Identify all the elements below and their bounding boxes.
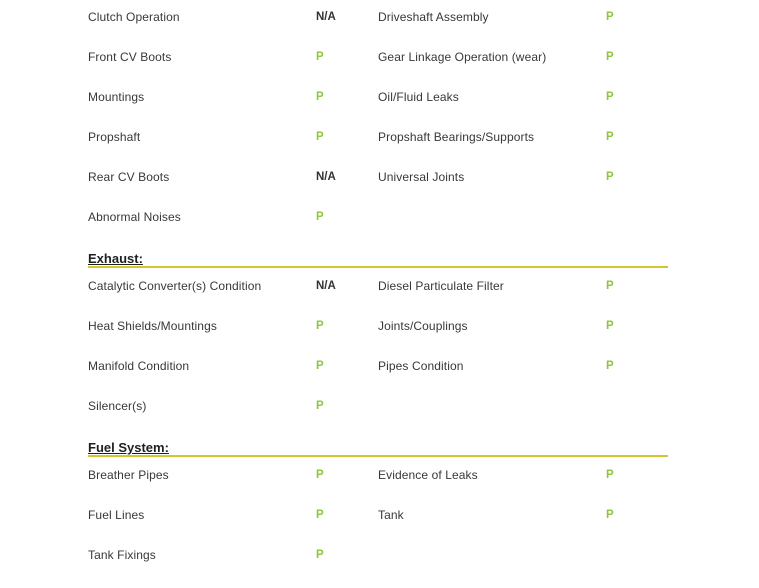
status-value: P (606, 360, 614, 372)
item-label: Gear Linkage Operation (wear) (378, 50, 547, 64)
item-label: Pipes Condition (378, 359, 464, 373)
status-value: N/A (316, 280, 336, 292)
status-value: P (606, 320, 614, 332)
item-label: Heat Shields/Mountings (88, 319, 217, 333)
status-value: P (316, 509, 324, 521)
status-value: P (316, 131, 324, 143)
section-fuel-system (88, 439, 668, 588)
item-label: Propshaft Bearings/Supports (378, 130, 535, 144)
status-value: P (316, 91, 324, 103)
section-heading: Fuel System: (88, 440, 169, 455)
item-label: Tank Fixings (88, 548, 156, 562)
item-label: Catalytic Converter(s) Condition (88, 279, 262, 293)
check-row (88, 279, 668, 319)
item-label: Driveshaft Assembly (378, 10, 489, 24)
status-value: P (316, 549, 324, 561)
check-row (88, 10, 668, 50)
item-label: Universal Joints (378, 170, 465, 184)
check-row (88, 319, 668, 359)
section-exhaust (88, 250, 668, 439)
item-label: Clutch Operation (88, 10, 180, 24)
status-value: P (606, 469, 614, 481)
status-value: P (316, 51, 324, 63)
check-row (88, 548, 668, 588)
status-value: N/A (316, 171, 336, 183)
check-row (88, 170, 668, 210)
item-label: Silencer(s) (88, 399, 147, 413)
item-label: Abnormal Noises (88, 210, 181, 224)
check-row (88, 210, 668, 250)
section-transmission-continued (88, 10, 668, 250)
check-row (88, 90, 668, 130)
status-value: P (606, 280, 614, 292)
status-value: P (606, 131, 614, 143)
status-value: P (316, 360, 324, 372)
section-heading: Exhaust: (88, 251, 143, 266)
item-label: Propshaft (88, 130, 141, 144)
item-label: Fuel Lines (88, 508, 145, 522)
status-value: P (316, 320, 324, 332)
status-value: P (606, 11, 614, 23)
status-value: P (606, 509, 614, 521)
status-value: N/A (316, 11, 336, 23)
item-label: Rear CV Boots (88, 170, 170, 184)
item-label: Breather Pipes (88, 468, 169, 482)
item-label: Front CV Boots (88, 50, 172, 64)
item-label: Mountings (88, 90, 145, 104)
item-label: Manifold Condition (88, 359, 190, 373)
status-value: P (606, 91, 614, 103)
item-label: Oil/Fluid Leaks (378, 90, 459, 104)
inspection-checklist-page (88, 10, 668, 588)
check-row (88, 359, 668, 399)
status-value: P (316, 211, 324, 223)
check-row (88, 468, 668, 508)
item-label: Tank (378, 508, 404, 522)
item-label: Diesel Particulate Filter (378, 279, 504, 293)
item-label: Evidence of Leaks (378, 468, 478, 482)
section-heading-rule (88, 439, 668, 457)
check-row (88, 130, 668, 170)
status-value: P (606, 51, 614, 63)
status-value: P (606, 171, 614, 183)
check-row (88, 50, 668, 90)
section-heading-rule (88, 250, 668, 268)
status-value: P (316, 400, 324, 412)
check-row (88, 399, 668, 439)
check-row (88, 508, 668, 548)
item-label: Joints/Couplings (378, 319, 468, 333)
status-value: P (316, 469, 324, 481)
